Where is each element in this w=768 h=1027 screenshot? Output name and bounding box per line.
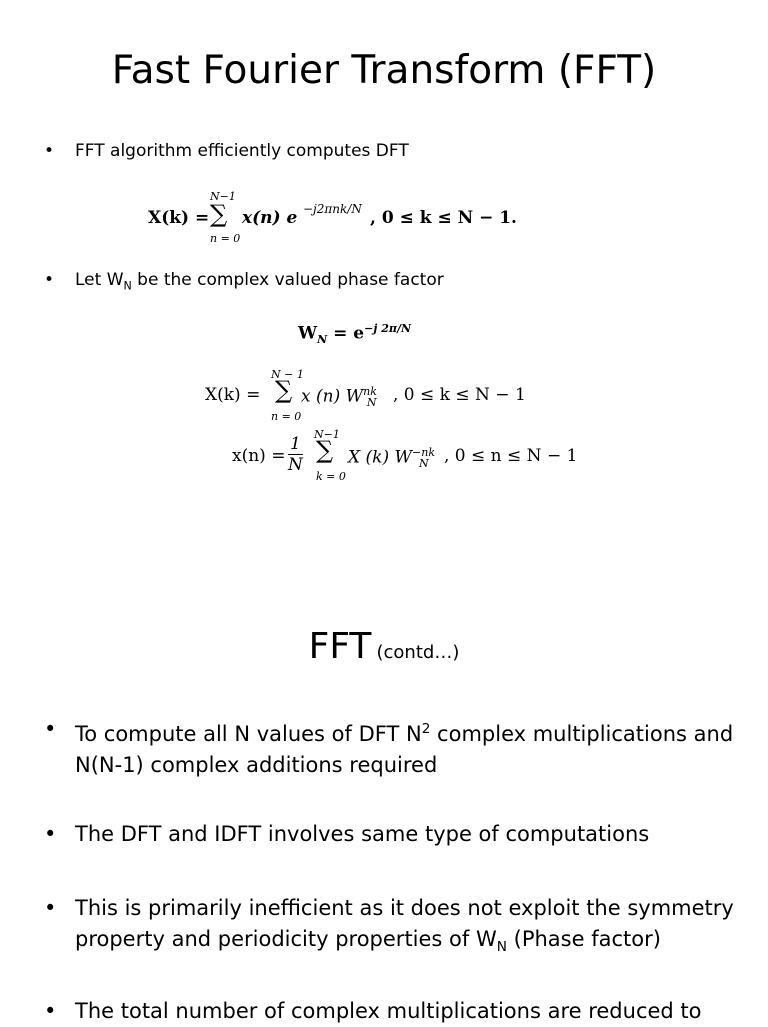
bullet-dot: •: [44, 999, 57, 1023]
bullet-text: The DFT and IDFT involves same type of computations: [75, 822, 650, 846]
sum-lower-limit: n = 0: [271, 410, 302, 423]
eq-range: , 0 ≤ k ≤ N − 1: [393, 385, 526, 405]
equation-dft-twiddle: [205, 368, 525, 428]
eq-range: , 0 ≤ k ≤ N − 1.: [370, 208, 517, 228]
sum-lower-limit: k = 0: [316, 470, 346, 483]
eq-lhs: X(k) =: [148, 208, 210, 228]
bullet-dot: •: [44, 822, 57, 846]
eq-body: x (n) $W^{nk}_N$: [301, 385, 377, 410]
sigma-symbol: ∑: [316, 436, 334, 464]
equation-dft-definition: [148, 190, 528, 250]
sigma-symbol: ∑: [210, 200, 228, 228]
eq-fraction: $\frac{1}{N}$: [288, 434, 303, 475]
section-title-sub: (contd…): [376, 642, 460, 663]
bullet-text: To compute all N values of DFT $N^2$ complex multiplications and N(N-1) complex additions required: [75, 721, 734, 777]
equation-idft-twiddle: [232, 428, 578, 488]
equation-phase-factor: $W_N = e^{-j 2\pi/N}$: [298, 322, 412, 347]
eq-range: , 0 ≤ n ≤ N − 1: [444, 446, 578, 466]
bullet-dot: •: [44, 270, 55, 290]
bullet-dot: •: [44, 896, 57, 920]
slide-title: Fast Fourier Transform (FFT): [111, 48, 657, 93]
eq-body: X (k) $W^{-nk}_N$: [348, 446, 436, 471]
sum-lower-limit: n = 0: [210, 232, 241, 245]
sum-upper-limit: N−1: [210, 190, 236, 203]
bullet-text: This is primarily inefficient as it does not exploit the symmetry property and periodicity properties of $W_N$ (Phase factor): [75, 896, 734, 956]
eq-body: x(n) e: [242, 208, 298, 228]
bullet-text: FFT algorithm efficiently computes DFT: [75, 141, 409, 161]
sigma-symbol: ∑: [275, 376, 293, 404]
bullet-dot: •: [44, 141, 55, 161]
bullet-text: Let $W_N$ be the complex valued phase factor: [75, 270, 444, 293]
eq-lhs: X(k) =: [205, 385, 261, 405]
section-title: [0, 626, 768, 667]
bullet-text: The total number of complex multiplications are reduced to: [75, 999, 702, 1023]
eq-lhs: x(n) =: [232, 446, 286, 466]
bullet-dot: •: [44, 717, 57, 741]
sum-upper-limit: N−1: [314, 428, 340, 441]
section-title-main: FFT: [308, 626, 372, 667]
sum-upper-limit: N − 1: [271, 368, 304, 381]
eq-exponent: −j2πnk/N: [303, 202, 362, 216]
